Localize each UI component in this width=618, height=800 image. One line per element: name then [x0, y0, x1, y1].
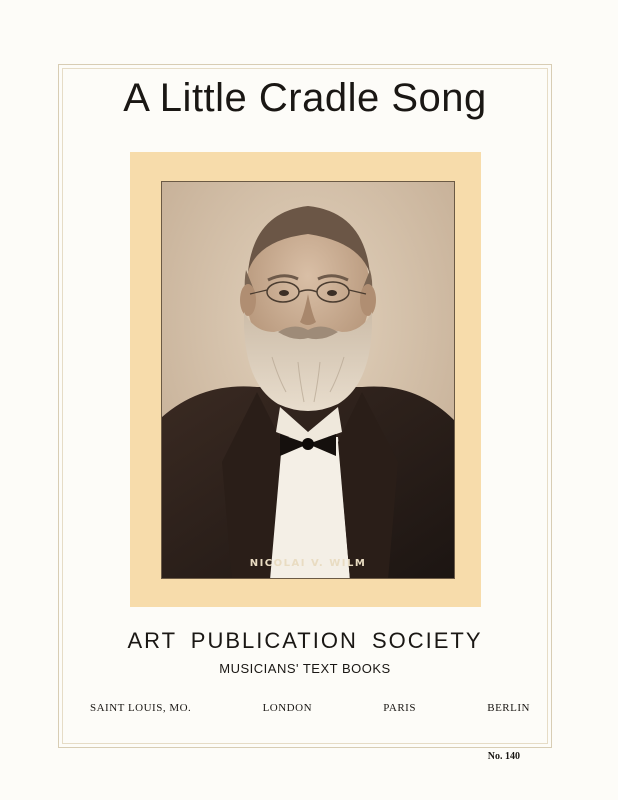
- series-subtitle: MUSICIANS' TEXT BOOKS: [219, 661, 391, 676]
- publisher-name: ART PUBLICATION SOCIETY: [127, 628, 483, 653]
- city-london: LONDON: [262, 702, 313, 714]
- city-paris: PARIS: [383, 702, 416, 714]
- song-title: A Little Cradle Song: [123, 76, 487, 120]
- composer-portrait: [161, 181, 455, 579]
- portrait-illustration: [162, 182, 455, 579]
- city-berlin: BERLIN: [487, 702, 530, 714]
- catalog-number: No. 140: [487, 751, 520, 762]
- city-saint-louis: SAINT LOUIS, MO.: [90, 702, 192, 714]
- portrait-caption: NICOLAI V. WILM: [249, 558, 367, 569]
- publisher-cities: [90, 702, 530, 714]
